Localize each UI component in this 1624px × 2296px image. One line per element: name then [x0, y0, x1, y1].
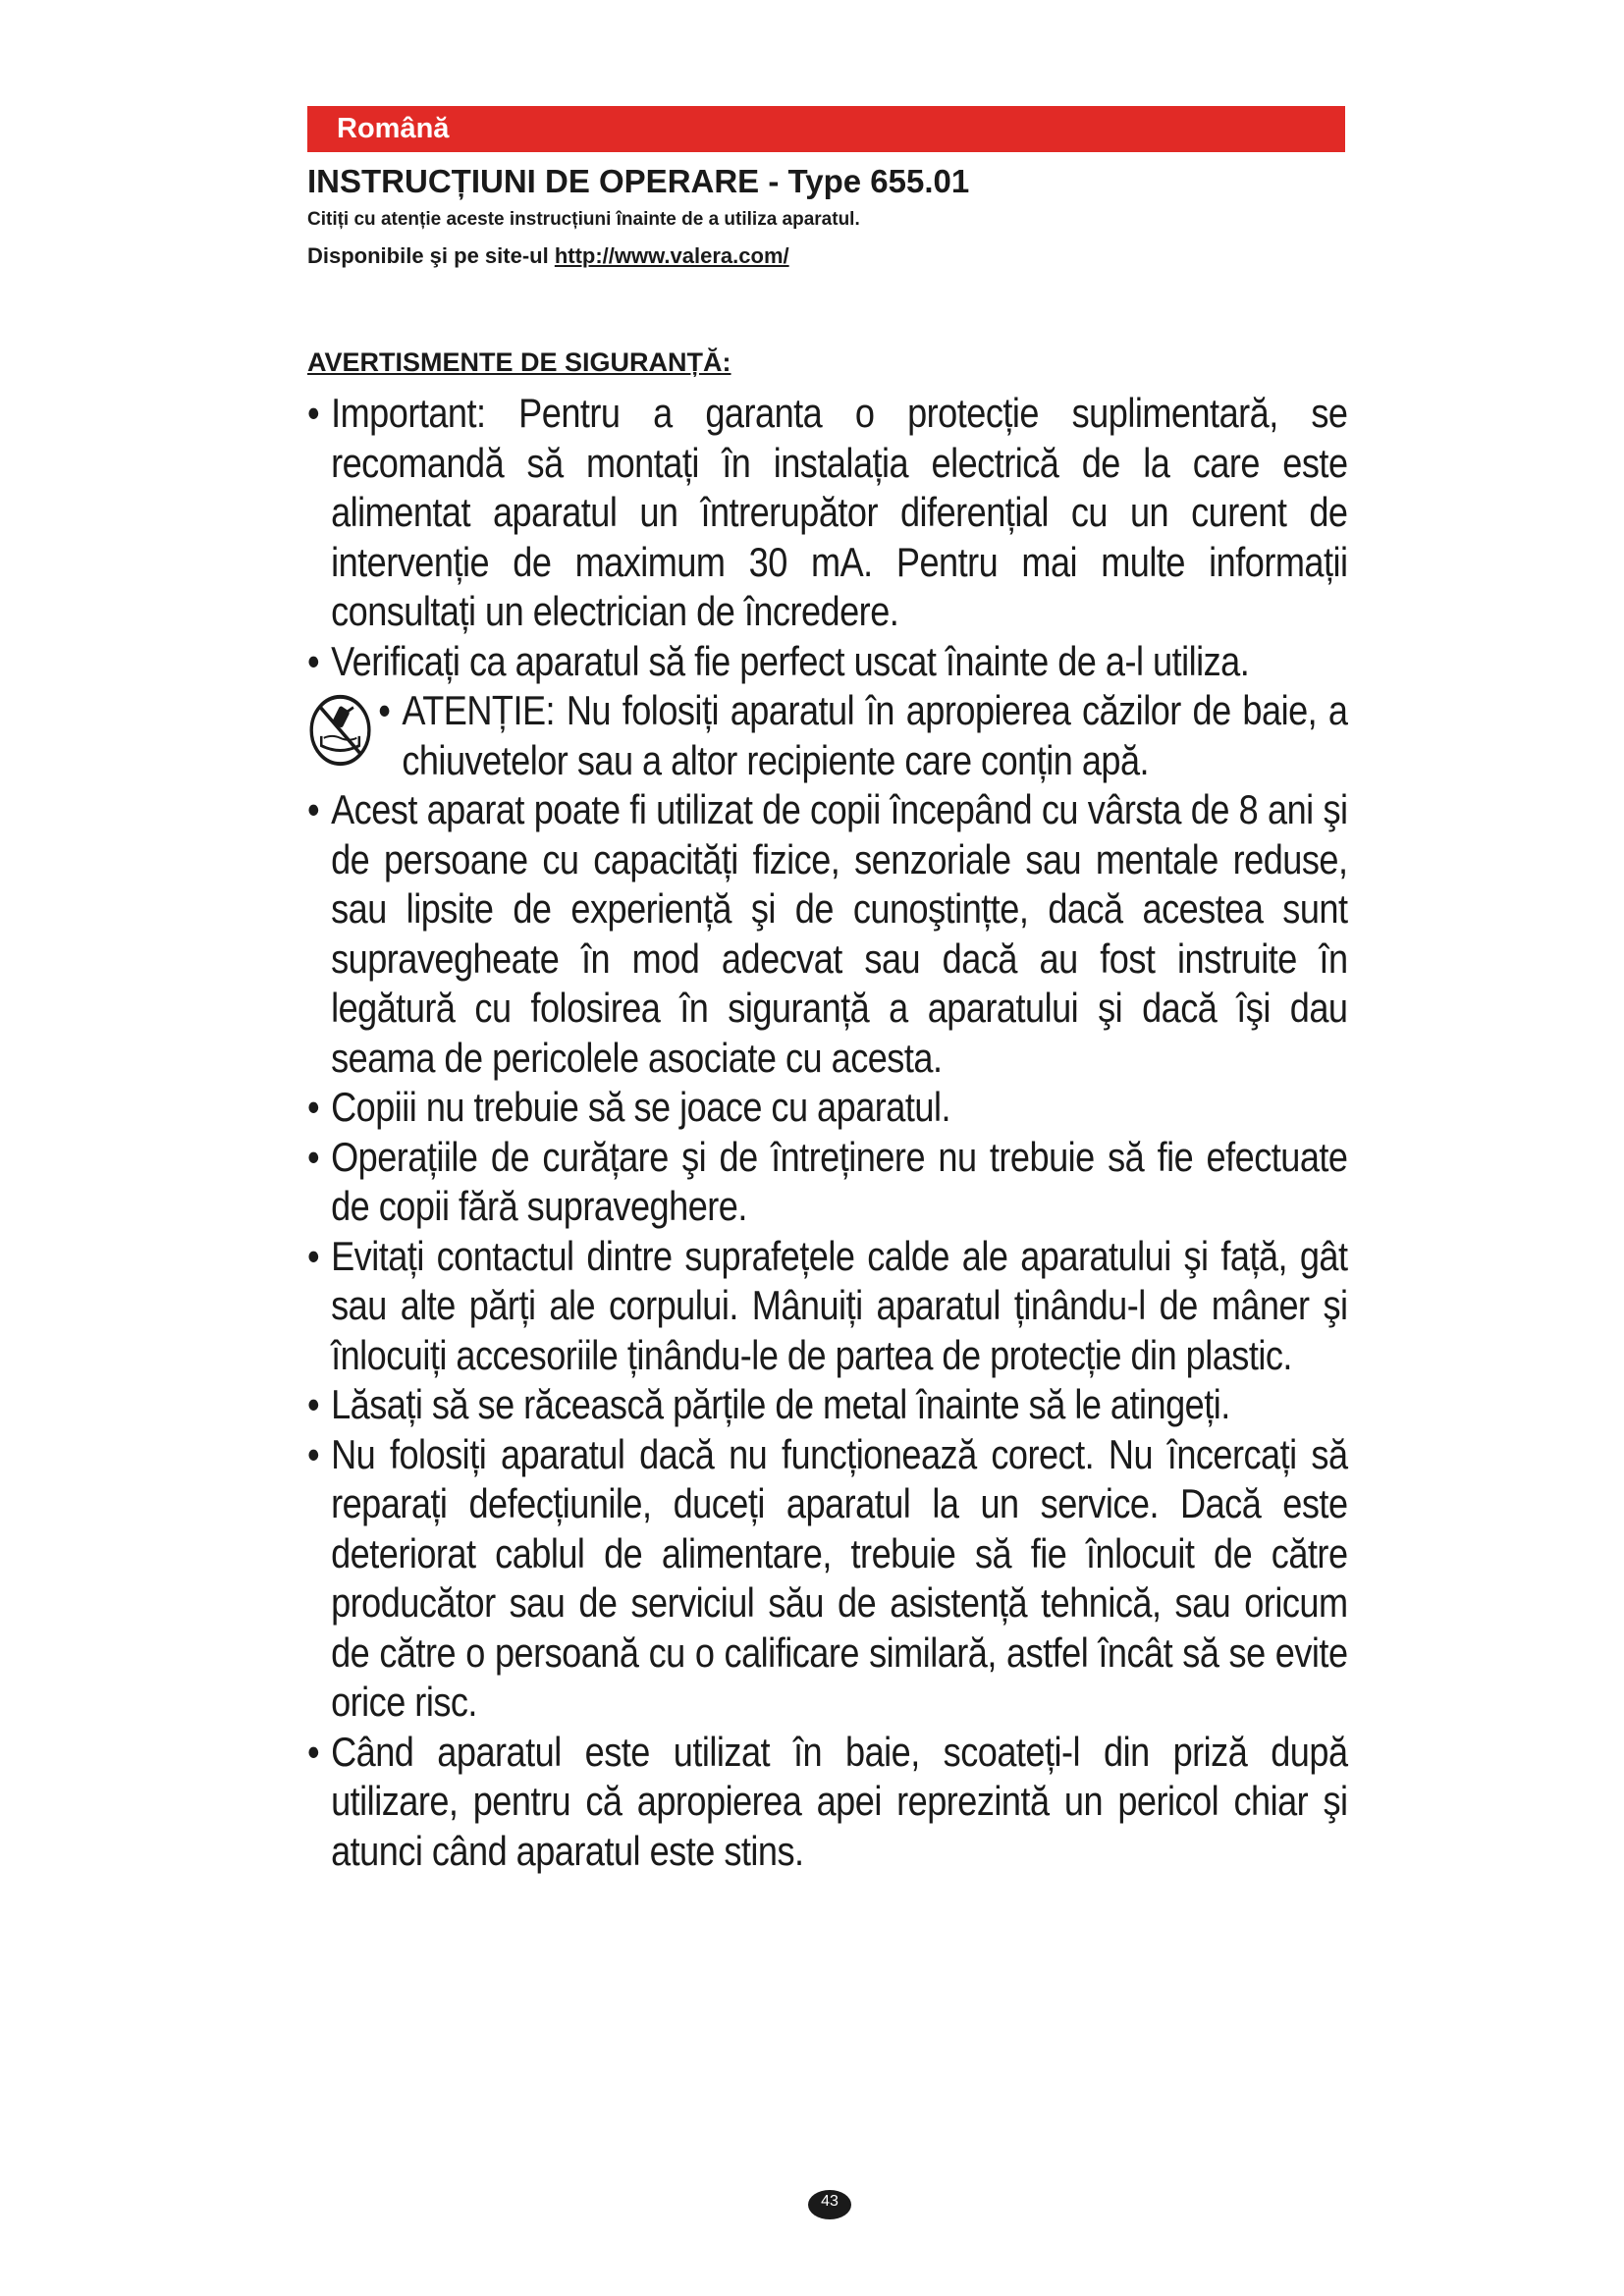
warning-item-water [307, 686, 1348, 785]
warning-item: • Lăsați să se răcească părțile de metal înainte să le atingeți. [307, 1380, 1348, 1430]
warning-water-text: ATENȚIE: Nu folosiți aparatul în apropierea căzilor de baie, a chiuvetelor sau a altor recipiente care conțin apă. [402, 687, 1348, 783]
warning-item: • Verificați ca aparatul să fie perfect uscat înainte de a-l utiliza. [307, 637, 1348, 687]
warning-item: • Nu folosiți aparatul dacă nu funcționează corect. Nu încercați să reparați defecțiunile, duceți aparatul la un service. Dacă este deteriorat cablul de alimentare, trebuie să fie înlocuit de către producător sau de serviciul său de asistență tehnică, sau oricum de către o persoană cu o calificare similară, astfel încât să se evite orice risc. [307, 1430, 1348, 1728]
warning-item: • Important: Pentru a garanta o protecție suplimentară, se recomandă să montați în instalația electrică de la care este alimentat aparatul un întrerupător diferențial cu un curent de intervenție de maximum 30 mA. Pentru mai multe informații consultați un electrician de încredere. [307, 389, 1348, 637]
warning-item: • Evitați contactul dintre suprafețele calde ale aparatului şi față, gât sau alte părți ale corpului. Mânuiți aparatul ținându-l de mâner şi înlocuiți accesoriile ținându-le de partea de protecție din plastic. [307, 1232, 1348, 1381]
website-link[interactable]: http://www.valera.com/ [554, 243, 789, 268]
page-number-badge: 43 [808, 2190, 851, 2219]
availability-note [307, 243, 789, 269]
warning-item: • Când aparatul este utilizat în baie, scoateți-l din priză după utilizare, pentru că apropierea apei reprezintă un pericol chiar şi atunci când aparatul este stins. [307, 1728, 1348, 1877]
warning-item: • Acest aparat poate fi utilizat de copii începând cu vârsta de 8 ani şi de persoane cu capacități fizice, senzoriale sau mentale reduse, sau lipsite de experiență şi de cunoştințte, dacă acestea sunt supravegheate în mod adecvat sau dacă au fost instruite în legătură cu folosirea în siguranță a aparatului şi dacă îşi dau seama de pericolele asociate cu acesta. [307, 785, 1348, 1083]
language-bar [307, 106, 1345, 152]
no-water-prohibition-icon [307, 692, 373, 769]
safety-warnings-list [307, 389, 1348, 1876]
warning-item: • Operațiile de curățare şi de întreținere nu trebuie să fie efectuate de copii fără supraveghere. [307, 1133, 1348, 1232]
document-subtitle: Citiți cu atenție aceste instrucțiuni înainte de a utiliza aparatul. [307, 209, 860, 230]
availability-text: Disponibile şi pe site-ul [307, 243, 555, 268]
document-title: INSTRUCȚIUNI DE OPERARE - Type 655.01 [307, 163, 970, 199]
language-label: Română [337, 113, 450, 144]
safety-warnings-heading: AVERTISMENTE DE SIGURANȚĂ: [307, 347, 731, 377]
warning-item: • Copiii nu trebuie să se joace cu aparatul. [307, 1083, 1348, 1133]
